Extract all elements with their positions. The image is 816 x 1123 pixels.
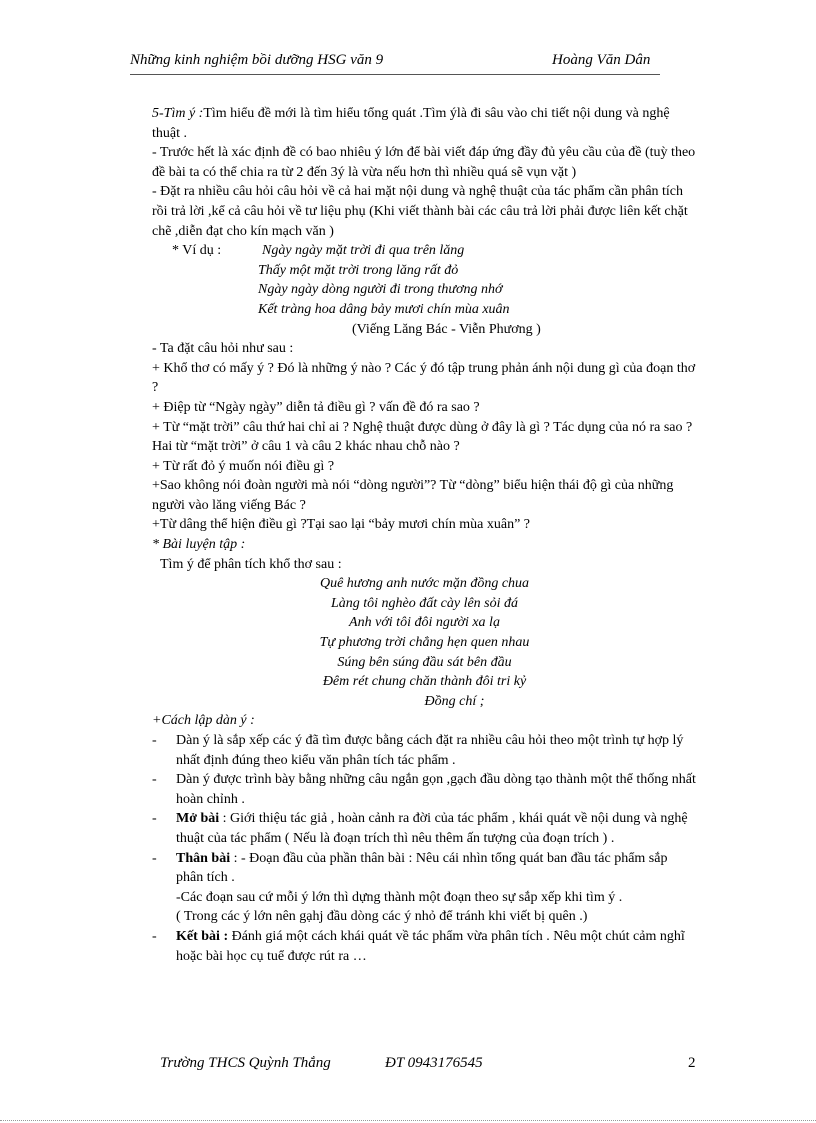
poem-line: Kết tràng hoa dâng bảy mươi chín mùa xuân (258, 301, 510, 317)
example-poem (152, 241, 697, 339)
section5-intro (152, 104, 697, 143)
question: +Từ dâng thể hiện điều gì ?Tại sao lại “bảy mươi chín mùa xuân” ? (152, 517, 531, 533)
outline-item (152, 809, 697, 848)
poem-line: Thấy một mặt trời trong lăng rất đỏ (258, 262, 459, 278)
poem-line: Quê hương anh nước mặn đồng chua (319, 576, 530, 592)
question: + Khổ thơ có mấy ý ? Đó là những ý nào ? Các ý đó tập trung phản ánh nội dung gì của đoạn thơ ? (152, 360, 696, 396)
page-footer (160, 1055, 700, 1075)
than-bai-extra: -Các đoạn sau cứ mỗi ý lớn thì dựng thành một đoạn theo sự sắp xếp khi tìm ý . (176, 889, 623, 905)
poem-line: Anh với tôi đôi người xa lạ (349, 615, 500, 631)
outline-text: Dàn ý là sắp xếp các ý đã tìm được bằng cách đặt ra nhiều câu hỏi theo một trình tự hợp lý nhất định đúng theo kiểu văn phân tích tác phẩm . (176, 733, 684, 768)
paragraph: - Đặt ra nhiều câu hỏi câu hỏi về cả hai mặt nội dung và nghệ thuật của tác phẩm cần phân tích rồi trả lời ,kể cả câu hỏi về tư liệu phụ (Khi viết thành bài các câu trả lời phải được liên kết chặt chẽ ,diễn đạt cho kín mạch văn ) (152, 184, 688, 239)
outline-text: : - Đoạn đầu của phần thân bài : Nêu cái nhìn tổng quát ban đầu tác phẩm sắp phân tích . (176, 850, 668, 886)
poem-line: Ngày ngày dòng người đi trong thương nhớ (258, 282, 503, 298)
poem-line: Ngày ngày mặt trời đi qua trên lăng (262, 243, 465, 259)
poem-line: Tự phương trời chẳng hẹn quen nhau (319, 635, 530, 651)
exercise-title: * Bài luyện tập : (152, 537, 246, 553)
exercise-task: Tìm ý để phân tích khổ thơ sau : (160, 556, 342, 572)
list-dash: - (152, 811, 157, 827)
paragraph: - Trước hết là xác định đề có bao nhiêu ý lớn để bài viết đáp ứng đầy đủ yêu cầu của đề (tuỳ theo đề bài ta có thể chia ra từ 2 đến 3ý là vừa nếu hơn thì nhiều quá sẽ vụn vặt ) (152, 145, 696, 180)
question: + Từ “mặt trời” câu thứ hai chỉ ai ? Nghệ thuật được dùng ở đây là gì ? Tác dụng của nó ra sao ? Hai từ “mặt trời” ở câu 1 và câu 2 khác nhau chỗ nào ? (152, 419, 693, 455)
exercise-poem (152, 574, 697, 711)
header-author: Hoàng Văn Dân (552, 52, 651, 68)
section5-intro-text: Tìm hiểu đề mới là tìm hiểu tổng quát .Tìm ýlà đi sâu vào chi tiết nội dung và nghệ thuật . (152, 106, 670, 141)
list-dash: - (152, 733, 157, 748)
page-number: 2 (688, 1055, 696, 1071)
example-label: * Ví dụ : (172, 243, 222, 259)
outline-item (152, 927, 697, 966)
outline-text: Đánh giá một cách khái quát về tác phẩm vừa phân tích . Nêu một chút cảm nghĩ hoặc bài học cụ tuể được rút ra … (176, 928, 685, 964)
footer-school: Trường THCS Quỳnh Thắng (160, 1055, 331, 1071)
outline-text: Dàn ý được trình bày bằng những câu ngắn gọn ,gạch đầu dòng tạo thành một thể thống nhất hoàn chỉnh . (176, 772, 696, 807)
questions-intro: - Ta đặt câu hỏi như sau : (152, 341, 294, 357)
than-bai-extra: ( Trong các ý lớn nên gạhj đầu dòng các ý nhỏ để tránh khi viết bị quên .) (176, 909, 588, 925)
question: +Sao không nói đoàn người mà nói “dòng người”? Từ “dòng” biểu hiện thái độ gì của những người vào lăng viếng Bác ? (152, 478, 674, 513)
header-title: Những kinh nghiệm bồi dưỡng HSG văn 9 (130, 52, 384, 68)
list-dash: - (152, 772, 157, 788)
outline-text: : Giới thiệu tác giả , hoàn cảnh ra đời của tác phẩm , khái quát về nội dung và nghệ thuật của tác phẩm ( Nếu là đoạn trích thì nêu thêm ấn tượng của đoạn trích ) . (176, 811, 688, 846)
page-bottom-border (0, 1120, 816, 1121)
outline-item (152, 849, 697, 927)
outline-bold-label: Mở bài (176, 811, 220, 827)
section5-title: 5-Tìm ý : (152, 106, 204, 121)
poem-line: Làng tôi nghèo đất cày lên sỏi đá (330, 595, 519, 611)
poem-line: Đồng chí ; (424, 693, 485, 709)
footer-phone: ĐT 0943176545 (385, 1055, 483, 1071)
outline-item (152, 770, 697, 809)
page-header (130, 52, 660, 75)
outline-item (152, 731, 697, 770)
poem-line: Đêm rét chung chăn thành đôi tri kỷ (322, 674, 527, 690)
question: + Điệp từ “Ngày ngày” diễn tả điều gì ? vấn đề đó ra sao ? (152, 399, 480, 415)
poem-source: (Viếng Lăng Bác - Viễn Phương ) (352, 321, 541, 337)
list-dash: - (152, 928, 157, 944)
outline-bold-label: Kết bài : (176, 928, 229, 944)
poem-line: Súng bên súng đầu sát bên đầu (337, 654, 512, 670)
list-dash: - (152, 850, 157, 866)
outline-title: +Cách lập dàn ý : (152, 713, 255, 729)
document-body (152, 104, 697, 966)
outline-bold-label: Thân bài (176, 850, 231, 866)
question: + Từ rất đỏ ý muốn nói điều gì ? (152, 458, 335, 474)
